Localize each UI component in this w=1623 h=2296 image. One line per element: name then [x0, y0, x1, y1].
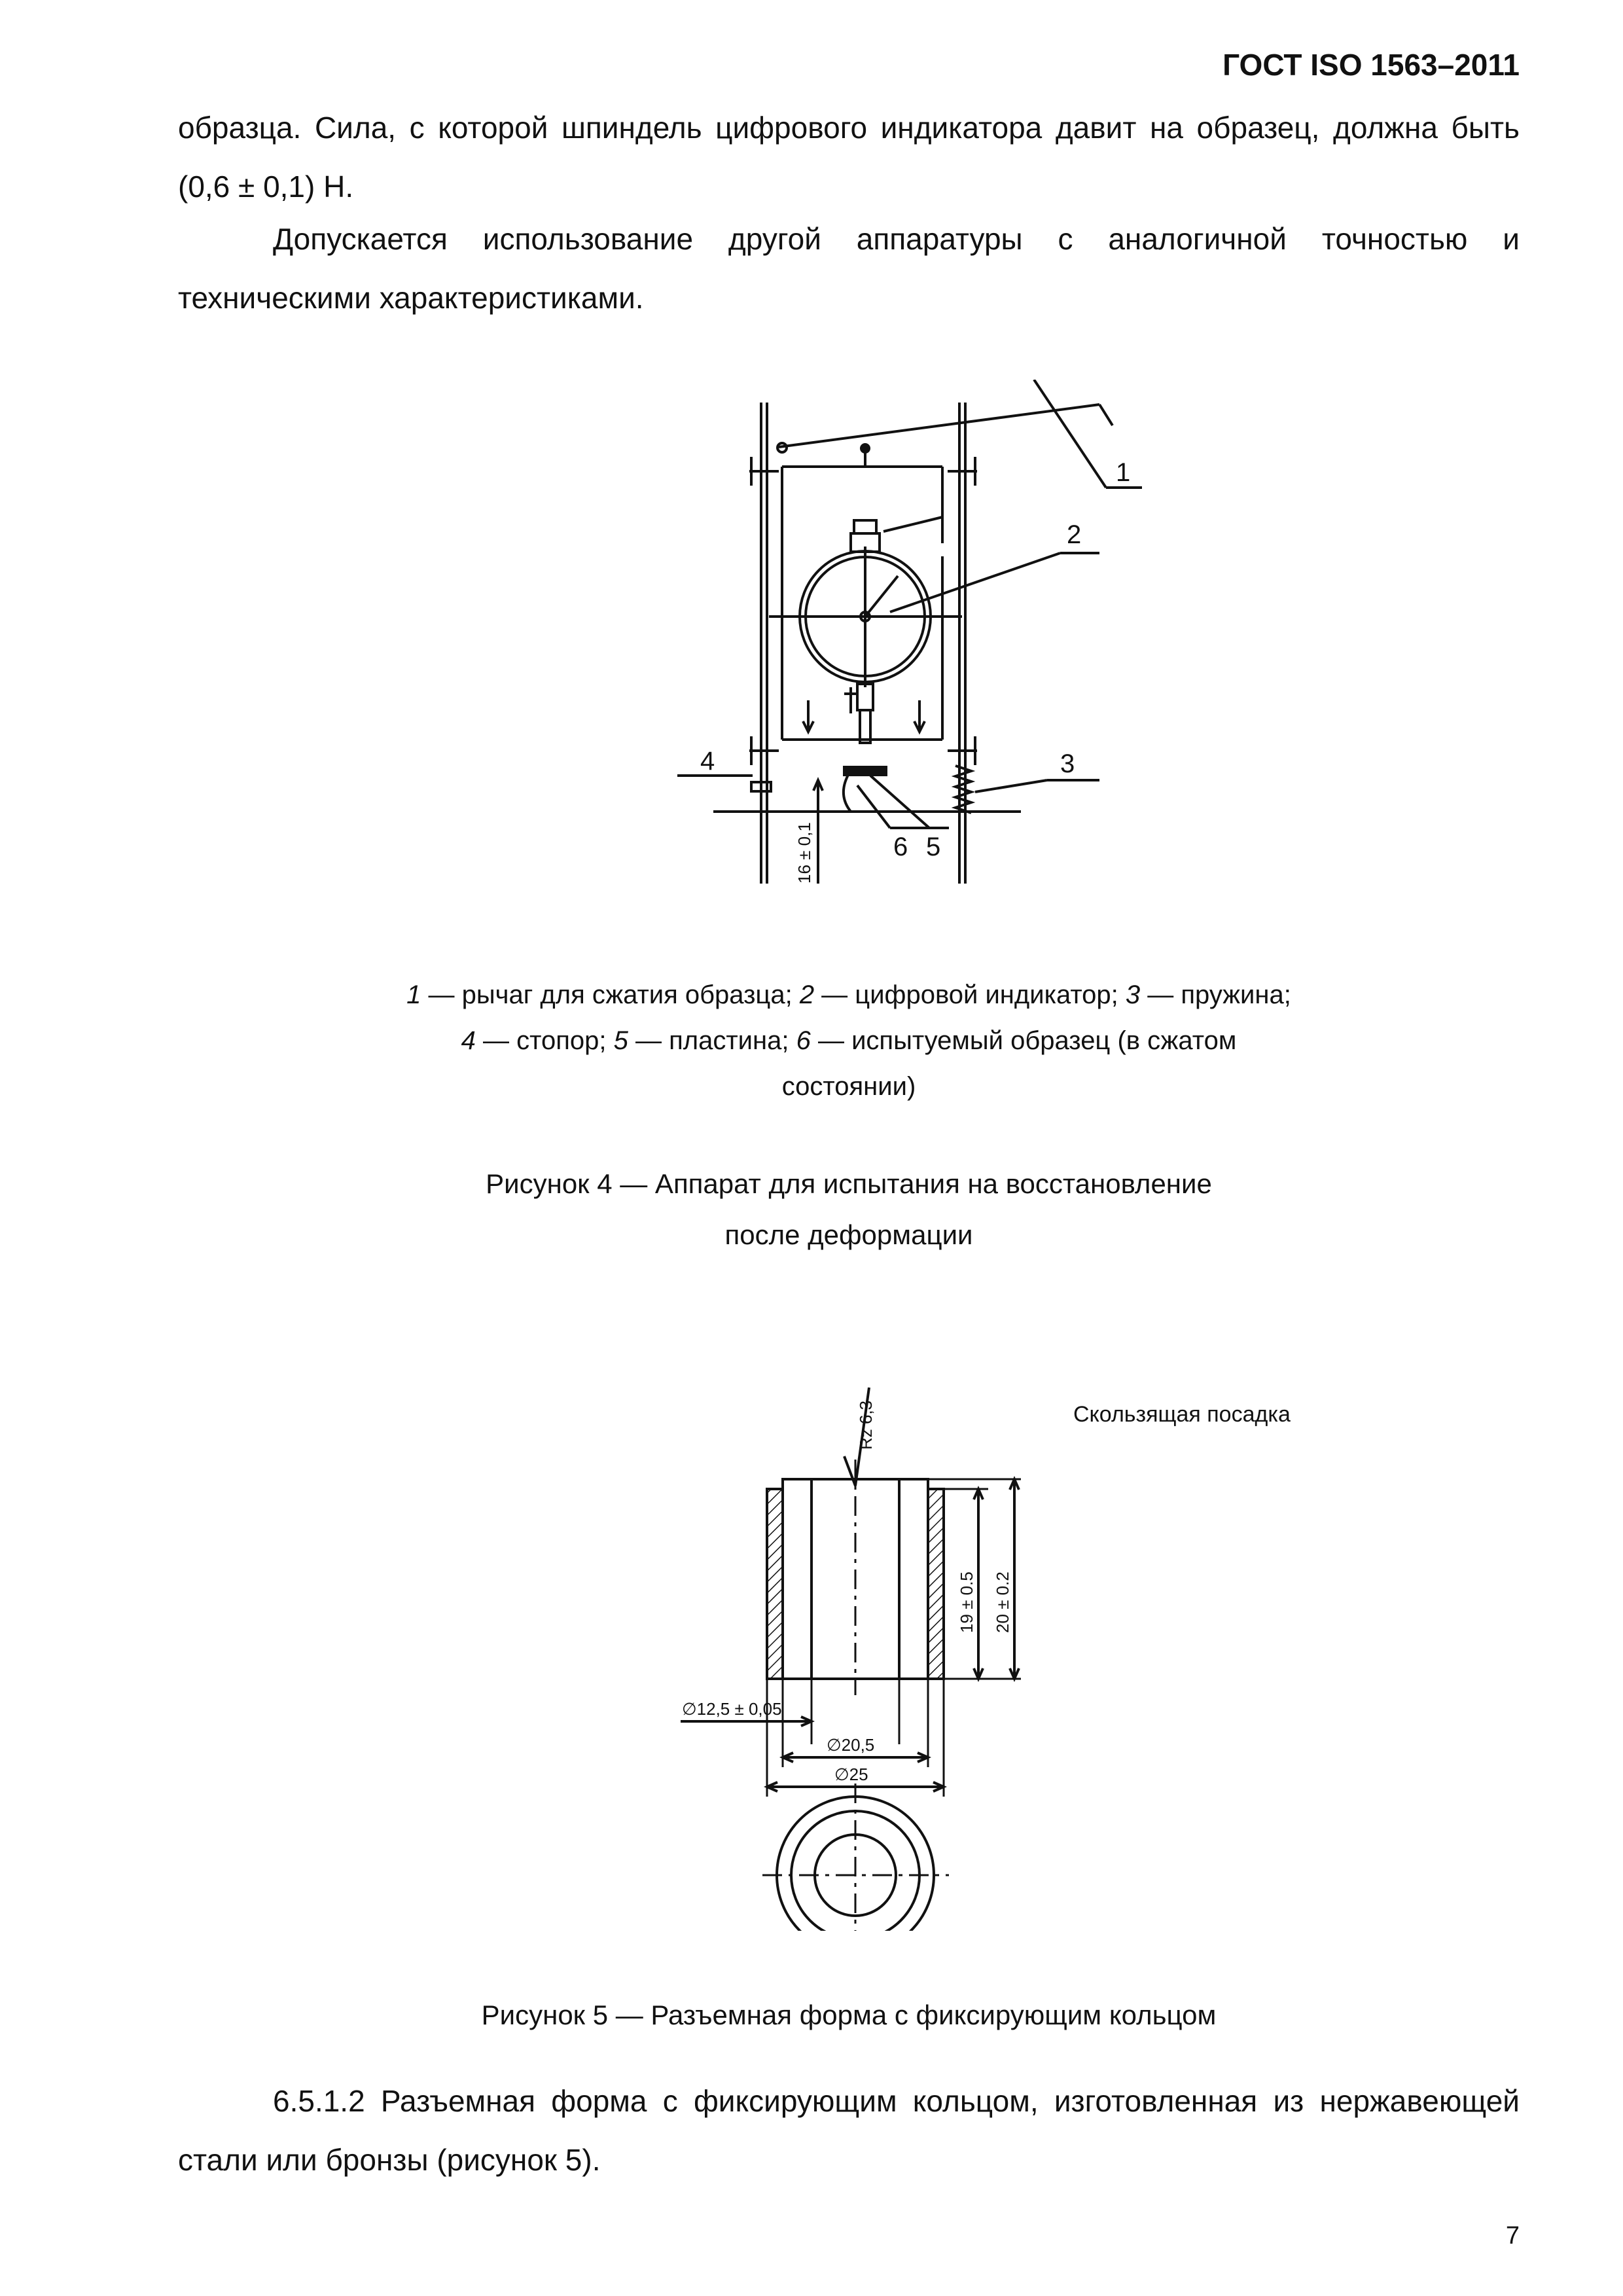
paragraph-section-6-5-1-2: 6.5.1.2 Разъемная форма с фиксирующим кольцом, изготовленная из нержавеющей стали или бронзы (рисунок 5).	[178, 2084, 1520, 2177]
callout-3: 3	[1060, 749, 1075, 778]
figure-4-legend	[178, 972, 1520, 1109]
callout-2: 2	[1067, 520, 1082, 549]
figure-5-split-mold-drawing	[668, 1381, 1099, 1931]
legend-num: 1	[406, 980, 421, 1009]
legend-text: — испытуемый образец (в сжатом состоянии)	[781, 1026, 1237, 1101]
legend-num: 2	[799, 980, 815, 1009]
paragraph-force: образца. Сила, с которой шпиндель цифрового индикатора давит на образец, должна быть (0,6 ± 0,1) Н.	[178, 111, 1520, 204]
callout-1: 1	[1116, 458, 1131, 487]
roughness-label: Rz 6,3	[856, 1400, 876, 1450]
legend-line-1	[178, 972, 1520, 1018]
legend-text: — стопор;	[475, 1026, 614, 1055]
paragraph-equipment: Допускается использование другой аппаратуры с аналогичной точностью и техническими характеристиками.	[178, 222, 1520, 315]
legend-text: — рычаг для сжатия образца;	[421, 980, 800, 1009]
figure-4-apparatus-drawing	[654, 380, 1152, 916]
legend-text: — цифровой индикатор;	[814, 980, 1126, 1009]
caption-line-2: после деформации	[724, 1219, 973, 1250]
page-number: 7	[1505, 2222, 1520, 2250]
legend-num: 4	[461, 1026, 476, 1055]
dimension-19: 19 ± 0.5	[957, 1571, 976, 1633]
callout-5: 5	[926, 833, 941, 861]
dimension-d25: ∅25	[834, 1765, 868, 1784]
dimension-d20-5: ∅20,5	[827, 1735, 875, 1755]
caption-line-1: Рисунок 4 — Аппарат для испытания на восстановление	[486, 1168, 1212, 1199]
legend-line-2	[397, 1018, 1300, 1109]
legend-num: 3	[1125, 980, 1141, 1009]
legend-text: — пластина;	[628, 1026, 796, 1055]
figure-4-caption	[178, 1158, 1520, 1261]
document-code: ГОСТ ISO 1563–2011	[1222, 48, 1520, 82]
legend-text: — пружина;	[1140, 980, 1291, 1009]
legend-num: 5	[613, 1026, 628, 1055]
figure-5-caption: Рисунок 5 — Разъемная форма с фиксирующим кольцом	[481, 2000, 1217, 2030]
dimension-20: 20 ± 0.2	[993, 1571, 1012, 1633]
callout-4: 4	[700, 747, 715, 776]
fit-note: Скользящая посадка	[1073, 1402, 1291, 1427]
dimension-16: 16 ± 0,1	[794, 822, 814, 884]
callout-6: 6	[893, 833, 908, 861]
dimension-d12-5: ∅12,5 ± 0,05	[682, 1699, 782, 1719]
legend-num: 6	[796, 1026, 811, 1055]
